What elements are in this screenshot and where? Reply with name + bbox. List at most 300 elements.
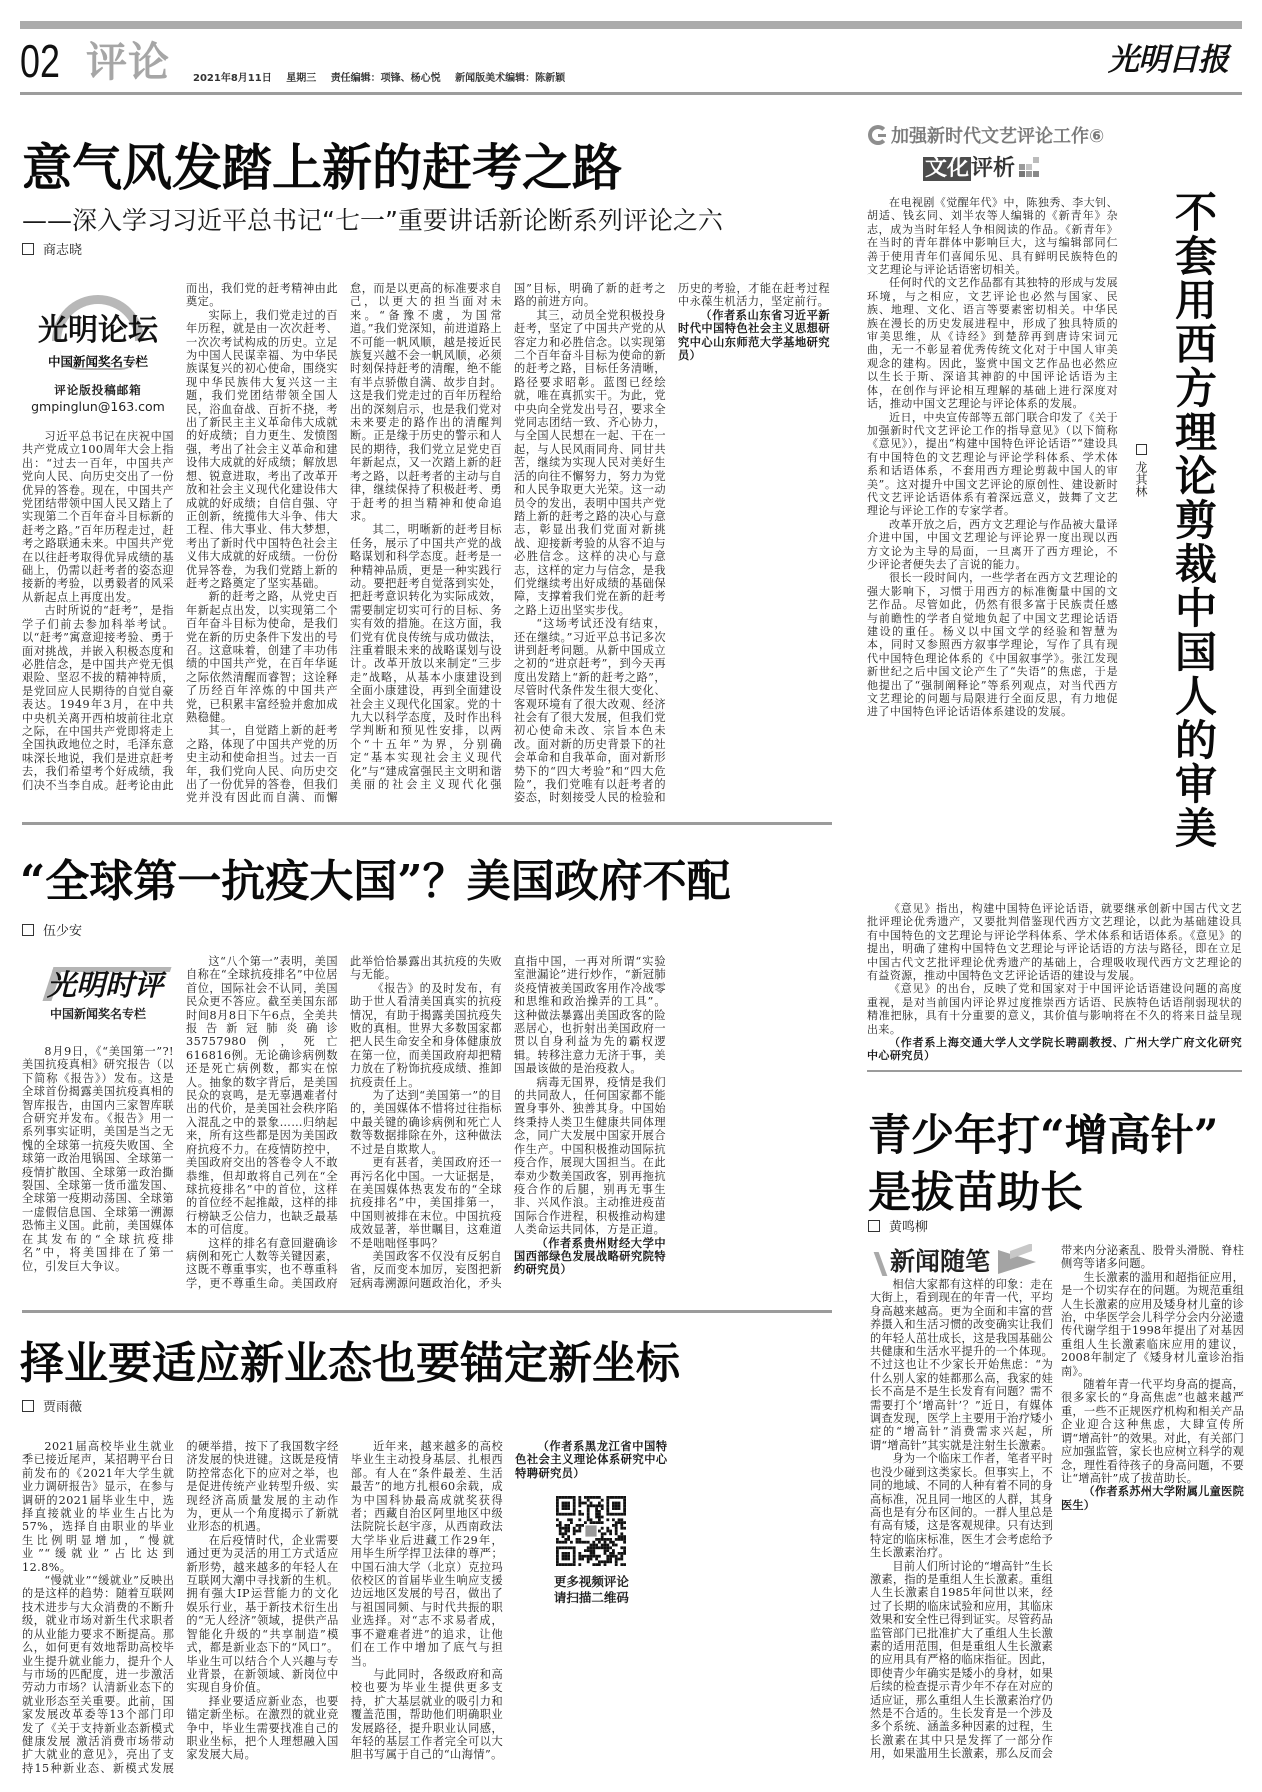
- paragraph: 生长激素的滥用和超指征应用，是一个切实存在的问题。为规范重组人生长激素的应用及矮身材儿童的诊治，中华医学会儿科学分会内分泌遗传代谢学组于1998年提出了对基因重组人生长激素临床应用的建议，2008年制定了《矮身材儿童诊治指南》。: [1061, 1270, 1244, 1378]
- paragraph-list: [22, 1440, 503, 1786]
- qr-module: [573, 1533, 576, 1536]
- article-headline-vertical: 不套用西方理论剪裁中国人的审美: [1169, 190, 1218, 850]
- qr-module: [568, 1513, 571, 1516]
- qr-module: [593, 1547, 596, 1550]
- qr-module: [568, 1519, 571, 1522]
- qr-module: [568, 1496, 571, 1499]
- qr-module: [596, 1563, 599, 1566]
- article-body: [870, 1244, 1244, 1786]
- qr-module: [621, 1521, 624, 1524]
- qr-module: [607, 1513, 610, 1516]
- qr-code: [556, 1496, 626, 1566]
- qr-module: [573, 1502, 576, 1505]
- paragraph: 其三，动员全党积极投身赶考，坚定了中国共产党的从容定力和必胜信念。以实现第二个百年奋斗目标为使命的新的赶考之路，目标任务清晰，路径要求昭彰。蓝图已经绘就，唯在真抓实干。为此，党中央向全党发出号召，要求全党同志团结一致、齐心协力，与全国人民想在一起、干在一起，与人民风雨同舟、同甘共苦，继续为实现人民对美好生活的向往不懈努力，努力为党和人民争取更大光荣。这一动员令的发出，表明中国共产党踏上新的赶考之路的决心与意志，彰显出我们党面对新挑战、迎接新考验的从容不迫与必胜信念。这样的决心与意志，这样的定力与信念，是我们党继续考出好成绩的基础保障，支撑着我们党在新的赶考之路上迈出坚实步伐。: [514, 308, 666, 617]
- byline: [22, 924, 82, 940]
- qr-module: [579, 1527, 582, 1530]
- qr-module: [621, 1555, 624, 1558]
- qr-module: [621, 1538, 624, 1541]
- qr-module: [624, 1502, 627, 1505]
- qr-module: [590, 1505, 593, 1508]
- qr-module: [579, 1552, 582, 1555]
- qr-module: [615, 1538, 618, 1541]
- paragraph-list: [867, 902, 1242, 1036]
- paragraph: 其二，明晰新的赶考目标任务，展示了中国共产党的战略谋划和科学态度。赶考是一种精神品质，更是一种实践行动。要把赶考自觉落到实处，把赶考意识转化为实际成效，需要制定切实可行的目标、务实有效的措施。在这方面，我们党有优良传统与成功做法，注重着眼未来的战略谋划与设计。改革开放以来制定“三步走”战略，从基本小康建设到全面小康建设，再到全面建设社会主义现代化国家。党的十九大以科学态度，及时作出科学判断和预见性安排，以两个“十五年”为界，分别确定“基本实现社会主义现代化”与“建成富强民主文明和谐美丽的社会主义现代化强国”目标，明确了新的赶考之路的前进方向。: [350, 282, 666, 792]
- qr-module: [598, 1519, 601, 1522]
- author-name: 贾雨薇: [43, 1400, 83, 1415]
- qr-module: [624, 1538, 627, 1541]
- guangming-g-logo-icon: [868, 125, 888, 145]
- qr-module: [562, 1563, 565, 1566]
- qr-module: [587, 1507, 590, 1510]
- qr-module: [615, 1563, 618, 1566]
- qr-module: [621, 1563, 624, 1566]
- qr-module: [604, 1544, 607, 1547]
- qr-module: [573, 1496, 576, 1499]
- qr-module: [573, 1558, 576, 1561]
- qr-module: [579, 1555, 582, 1558]
- qr-module: [568, 1502, 571, 1505]
- qr-module: [612, 1541, 615, 1544]
- qr-module: [596, 1558, 599, 1561]
- qr-module: [604, 1563, 607, 1566]
- article-body: [22, 282, 830, 809]
- article-headline: 意气风发踏上新的赶考之路: [22, 138, 622, 197]
- qr-module: [598, 1563, 601, 1566]
- qr-module: [601, 1544, 604, 1547]
- paragraph: 8月9日，《“美国第一”?! 美国抗疫真相》研究报告（以下简称《报告》）发布。这是全球首份揭露美国抗疫真相的智库报告，由国内三家智库联合研究并发布。《报告》用一系列事实证明，美国是当之无愧的全球第一抗疫失败国、全球第一政治甩锅国、全球第一疫情扩散国、全球第一政治撕裂国、全球第一货币滥发国、全球第一疫期动荡国、全球第一虚假信息国、全球第一溯源恐怖主义国。此前，美国媒体在其发布的“全球抗疫排名”中，将美国排在了第一位，引发巨大争议。: [22, 1045, 174, 1273]
- qr-module: [607, 1547, 610, 1550]
- qr-module: [598, 1561, 601, 1564]
- qr-module: [601, 1521, 604, 1524]
- paragraph: 任何时代的文艺作品都有其独特的形成与发展环境，与之相应，文艺评论也必然与国家、民族、地理、文化、语言等要素密切相关。中华民族在漫长的历史发展进程中，形成了独具特质的审美思维，从《诗经》到楚辞再到唐诗宋词元曲，无一不彰显着优秀传统文化对于中国人审美观念的建构。因此，鉴赏中国文艺作品也必然应以生长于斯、深谙其神韵的中国评论话语为主体，在创作与评论相互理解的基础上进行深度对话，推动中国文艺理论与评论体系的发展。: [867, 276, 1118, 411]
- section-title: 评论: [86, 38, 170, 86]
- qr-module: [621, 1524, 624, 1527]
- qr-module: [624, 1563, 627, 1566]
- qr-module: [562, 1527, 565, 1530]
- qr-module: [556, 1561, 559, 1564]
- header-top-bar: [20, 21, 1242, 29]
- qr-module: [562, 1547, 565, 1550]
- qr-caption-line-2: 请扫描二维码: [553, 1590, 629, 1606]
- author-credit: （作者系山东省习近平新时代中国特色社会主义思想研究中心山东师范大学基地研究员）: [678, 308, 830, 363]
- article-body-wide: [867, 902, 1242, 1062]
- article-headline: 择业要适应新业态也要锚定新坐标: [20, 1338, 680, 1389]
- qr-module: [582, 1524, 585, 1527]
- qr-module: [568, 1538, 571, 1541]
- qr-module: [601, 1499, 604, 1502]
- qr-module: [565, 1538, 568, 1541]
- qr-module: [576, 1541, 579, 1544]
- qr-module: [573, 1527, 576, 1530]
- author-credit: （作者系贵州财经大学中国西部绿色发展战略研究院特约研究员）: [514, 1236, 666, 1277]
- qr-module: [598, 1510, 601, 1513]
- paragraph: 近日，中央宣传部等五部门联合印发了《关于加强新时代文艺评论工作的指导意见》（以下简称《意见》），提出“构建中国特色评论话语”“建设具有中国特色的文艺理论与评论学科体系、学术体系和话语体系，不套用西方理论剪裁中国人的审美”。这对提升中国文艺评论的原创性、建设新时代文艺评论话语体系有着深远意义，鼓舞了文艺理论与评论工作的专家学者。: [867, 410, 1118, 518]
- qr-module: [601, 1507, 604, 1510]
- qr-module: [587, 1547, 590, 1550]
- qr-module: [584, 1541, 587, 1544]
- qr-module: [593, 1544, 596, 1547]
- qr-module: [615, 1513, 618, 1516]
- qr-module: [559, 1541, 562, 1544]
- qr-module: [615, 1533, 618, 1536]
- author-credit: （作者系上海交通大学人文学院长聘副教授、广州大学广府文化研究中心研究员）: [867, 1036, 1242, 1062]
- qr-module: [607, 1507, 610, 1510]
- qr-module: [596, 1516, 599, 1519]
- qr-module: [568, 1555, 571, 1558]
- qr-module: [573, 1561, 576, 1564]
- qr-module: [624, 1547, 627, 1550]
- author-name: 伍少安: [43, 924, 83, 939]
- qr-module: [618, 1502, 621, 1505]
- qr-module: [610, 1555, 613, 1558]
- qr-module: [565, 1541, 568, 1544]
- section-divider: [22, 822, 832, 825]
- article-body: [22, 955, 830, 1291]
- qr-module: [579, 1499, 582, 1502]
- qr-module: [624, 1513, 627, 1516]
- qr-module: [568, 1530, 571, 1533]
- issue-meta: [193, 73, 576, 85]
- qr-module: [568, 1535, 571, 1538]
- qr-module: [556, 1507, 559, 1510]
- submission-mailbox-label: 评论版投稿邮箱: [54, 383, 142, 397]
- qr-module: [573, 1499, 576, 1502]
- qr-module: [559, 1513, 562, 1516]
- qr-center-logo-icon: [586, 1526, 597, 1537]
- qr-module: [579, 1502, 582, 1505]
- article-body: [22, 1440, 832, 1786]
- qr-module: [610, 1561, 613, 1564]
- qr-module: [612, 1555, 615, 1558]
- qr-module: [598, 1505, 601, 1508]
- qr-module: [568, 1558, 571, 1561]
- qr-module: [584, 1496, 587, 1499]
- qr-module: [579, 1541, 582, 1544]
- qr-module: [601, 1527, 604, 1530]
- pixel-squares-icon: [1019, 156, 1043, 178]
- qr-module: [573, 1530, 576, 1533]
- header-rule: [20, 92, 1242, 95]
- qr-module: [556, 1496, 559, 1499]
- qr-module: [610, 1513, 613, 1516]
- qr-module: [556, 1538, 559, 1541]
- paragraph: 更有甚者，美国政府还一再污名化中国。一大证据是，在美国媒体热衷发布的“全球抗疫排名”中，美国排第一，中国则被排在末位。中国抗疫成效显著，举世瞩目，这难道不是咄咄怪事吗？: [350, 1156, 502, 1250]
- qr-module: [624, 1510, 627, 1513]
- qr-module: [590, 1547, 593, 1550]
- qr-module: [570, 1496, 573, 1499]
- paragraph: 新的赶考之路，从党史百年新起点出发，以实现第二个百年奋斗目标为使命，是我们党在新的历史条件下发出的号召。这意味着，创建了丰功伟绩的中国共产党，在百年华诞之际依然清醒而睿智；这诠释了历经百年淬炼的中国共产党，已积累丰富经验并愈加成熟稳健。: [186, 590, 338, 724]
- qr-module: [584, 1502, 587, 1505]
- qr-module: [573, 1507, 576, 1510]
- qr-module: [615, 1502, 618, 1505]
- qr-module: [624, 1507, 627, 1510]
- column-title: [923, 156, 1043, 180]
- qr-module: [601, 1505, 604, 1508]
- byline: [868, 1220, 928, 1236]
- qr-module: [556, 1513, 559, 1516]
- qr-module: [576, 1524, 579, 1527]
- qr-module: [607, 1561, 610, 1564]
- qr-module: [582, 1513, 585, 1516]
- qr-module: [562, 1558, 565, 1561]
- author-name: 商志晓: [43, 243, 83, 258]
- qr-module: [618, 1558, 621, 1561]
- qr-module: [615, 1558, 618, 1561]
- qr-module: [612, 1502, 615, 1505]
- news-essay-logo-title: 新闻随笔: [890, 1247, 991, 1276]
- qr-module: [587, 1513, 590, 1516]
- qr-module: [604, 1538, 607, 1541]
- qr-module: [590, 1519, 593, 1522]
- qr-module: [565, 1552, 568, 1555]
- qr-module: [598, 1496, 601, 1499]
- qr-module: [596, 1521, 599, 1524]
- qr-module: [624, 1527, 627, 1530]
- qr-module: [624, 1549, 627, 1552]
- qr-module: [579, 1519, 582, 1522]
- paragraph: 与此同时，各级政府和高校也要为毕业生提供更多支持，扩大基层就业的吸引力和覆盖范围，帮助他们明确职业发展路径，提升职业认同感，年轻的基层工作者完全可以大胆书写属于自己的“山海情”。: [350, 1667, 504, 1762]
- column-title-highlight: 文化: [925, 156, 970, 181]
- qr-module: [618, 1496, 621, 1499]
- paragraph: 美国政客不仅没有反躬自省，反而变本加厉，妄图把新冠病毒溯源问题政治化，矛头直指中国，一再对所谓“实验室泄漏论”进行炒作，“新冠肺炎疫情被美国政客用作冷战零和思维和政治操弄的工具”。这种做法暴露出美国政客的险恶居心，也折射出美国政府一贯以自身利益为先的霸权逻辑。转移注意力无济于事，美国最该做的是治疫救人。: [350, 955, 666, 1290]
- qr-module: [615, 1496, 618, 1499]
- qr-module: [593, 1521, 596, 1524]
- qr-module: [618, 1513, 621, 1516]
- article-headline: “全球第一抗疫大国”？美国政府不配: [20, 856, 731, 907]
- qr-module: [556, 1541, 559, 1544]
- qr-module: [559, 1563, 562, 1566]
- qr-module: [590, 1552, 593, 1555]
- masthead-logo: 光明日报: [1108, 42, 1228, 78]
- qr-module: [621, 1547, 624, 1550]
- qr-module: [596, 1538, 599, 1541]
- byline-box-icon: [1136, 444, 1147, 455]
- qr-module: [562, 1552, 565, 1555]
- qr-module: [565, 1530, 568, 1533]
- qr-module: [573, 1552, 576, 1555]
- qr-module: [618, 1552, 621, 1555]
- qr-module: [612, 1513, 615, 1516]
- qr-module: [556, 1510, 559, 1513]
- qr-module: [590, 1502, 593, 1505]
- qr-module: [624, 1535, 627, 1538]
- qr-module: [615, 1555, 618, 1558]
- qr-module: [610, 1538, 613, 1541]
- qr-module: [556, 1502, 559, 1505]
- paragraph: “慢就业”“缓就业”反映出的是这样的趋势：随着互联网技术进步与大众消费的不断升级，就业市场对新生代求职者的从业能力要求不断提高。那么，如何更有效地帮助高校毕业生提升就业能力，提升个人与市场的匹配度，进一步激活劳动力市场？认清新业态下的就业形态至关重要。此前，国家发展改革委等13个部门印发了《关于支持新业态新模式健康发展 激活消费市场带动扩大就业的意见》，亮出了支持15种新业态、新模式发展的硬举措，按下了我国数字经济发展的快进键。这既是疫情防控常态化下的应对之举，也是促进传统产业转型升级、实现经济高质量发展的主动作为，更从一个角度揭示了新就业形态的机遇。: [22, 1440, 339, 1775]
- qr-module: [610, 1530, 613, 1533]
- article-body-narrow: [867, 196, 1118, 900]
- qr-module: [587, 1499, 590, 1502]
- qr-module: [590, 1555, 593, 1558]
- qr-module: [584, 1549, 587, 1552]
- qr-module: [562, 1502, 565, 1505]
- qr-module: [570, 1521, 573, 1524]
- qr-module: [584, 1555, 587, 1558]
- byline: [22, 1400, 82, 1416]
- paragraph: 随着年青一代平均身高的提高，很多家长的“身高焦虑”也越来越严重，一些不正规医疗机构和相关产品企业迎合这种焦虑，大肆宣传所谓“增高针”的效果。对此，有关部门应加强监管，家长也应树立科学的观念，理性看待孩子的身高问题，不要让“增高针”成了拔苗助长。: [1061, 1378, 1244, 1485]
- qr-module: [612, 1507, 615, 1510]
- responsible-editors: 责任编辑：项锋、杨心悦: [330, 73, 441, 84]
- qr-module: [624, 1505, 627, 1508]
- qr-module: [604, 1561, 607, 1564]
- qr-module: [596, 1507, 599, 1510]
- qr-module: [618, 1538, 621, 1541]
- qr-module: [593, 1549, 596, 1552]
- byline: [22, 243, 82, 259]
- qr-module: [562, 1496, 565, 1499]
- qr-module: [587, 1496, 590, 1499]
- article-subtitle: ——深入学习习近平总书记“七一”重要讲话新论断系列评论之六: [22, 206, 723, 235]
- qr-module: [565, 1547, 568, 1550]
- qr-module: [610, 1558, 613, 1561]
- qr-module: [579, 1538, 582, 1541]
- paragraph: 身为一个临床工作者，笔者平时也没少碰到这类家长。但事实上，不同的地域、不同的人种有着不同的身高标准，况且同一地区的人群，其身高也是有分布区间的。一群人里总是有高有矮，这是客观规律。只有达到特定的临床标准，医生才会考虑给予生长激素治疗。: [870, 1452, 1053, 1560]
- qr-module: [598, 1521, 601, 1524]
- qr-module: [596, 1547, 599, 1550]
- qr-module: [565, 1527, 568, 1530]
- page-number: 02: [20, 35, 60, 87]
- qr-module: [624, 1496, 627, 1499]
- paragraph: 在电视剧《觉醒年代》中，陈独秀、李大钊、胡适、钱玄同、刘半农等人编辑的《新青年》杂志，成为当时年轻人争相阅读的作品。《新青年》在当时的青年群体中影响巨大，这与编辑部同仁善于使用青年们喜闻乐见、具有鲜明民族特色的文艺理论与评论话语密切相关。: [867, 196, 1118, 277]
- qr-module: [587, 1558, 590, 1561]
- qr-module: [576, 1530, 579, 1533]
- paragraph: 相信大家都有这样的印象：走在大街上，看到现在的年青一代，平均身高越来越高。更为全面和丰富的营养摄入和生活习惯的改变确实让我们的年轻人茁壮成长，这是我国基础公共健康和生活水平提升的一个体现。不过这也让不少家长开始焦虑：“为什么别人家的娃都那么高，我家的娃长不高是不是生长发育有问题？需不需要打个‘增高针’？”近日，有媒体调查发现，医学上主要用于治疗矮小症的“增高针”消费需求兴起，所谓“增高针”其实就是注射生长激素。: [870, 1278, 1053, 1452]
- qr-module: [556, 1547, 559, 1550]
- qr-module: [593, 1555, 596, 1558]
- qr-module: [565, 1496, 568, 1499]
- qr-module: [590, 1544, 593, 1547]
- qr-module: [624, 1541, 627, 1544]
- qr-module: [576, 1538, 579, 1541]
- byline-box-icon: [868, 1220, 880, 1232]
- qr-module: [618, 1505, 621, 1508]
- paragraph: 习近平总书记在庆祝中国共产党成立100周年大会上指出：“过去一百年，中国共产党向人民、向历史交出了一份优异的答卷。现在，中国共产党团结带领中国人民又踏上了实现第二个百年奋斗目标新的赶考之路。”百年历程走过，赶考之路联通未来。中国共产党在以往赶考取得优异成绩的基础上，仍需以赶考者的姿态迎接新的考验，以勇毅者的风采从新起点上再度出发。: [22, 430, 174, 604]
- paragraph: 病毒无国界，疫情是我们的共同敌人，任何国家都不能置身事外、独善其身。中国始终秉持人类卫生健康共同体理念，同广大发展中国家开展合作生产。中国积极推动国际抗疫合作，展现大国担当。在此奉劝少数美国政客，别再拖抗疫合作的后腿，别再无事生非、兴风作浪。主动推进疫苗国际合作进程，积极推动构建人类命运共同体，方是正道。: [514, 1075, 666, 1237]
- qr-module: [598, 1538, 601, 1541]
- qr-module: [579, 1530, 582, 1533]
- qr-module: [568, 1552, 571, 1555]
- qr-module: [579, 1563, 582, 1566]
- qr-module: [601, 1535, 604, 1538]
- headline-line-2: 是拔苗助长: [868, 1168, 1083, 1218]
- qr-module: [562, 1507, 565, 1510]
- qr-module: [618, 1521, 621, 1524]
- qr-module: [607, 1499, 610, 1502]
- qr-module: [607, 1544, 610, 1547]
- qr-module: [610, 1541, 613, 1544]
- qr-module: [584, 1521, 587, 1524]
- qr-module: [568, 1547, 571, 1550]
- qr-module: [598, 1541, 601, 1544]
- qr-module: [607, 1549, 610, 1552]
- qr-module: [624, 1521, 627, 1524]
- qr-module: [568, 1507, 571, 1510]
- qr-module: [582, 1502, 585, 1505]
- qr-module: [593, 1563, 596, 1566]
- qr-module: [621, 1558, 624, 1561]
- qr-module: [596, 1496, 599, 1499]
- news-essay-logo: [870, 1244, 1053, 1278]
- paragraph: 《意见》指出，构建中国特色评论话语，就要继承创新中国古代文艺批评理论优秀遗产，又要批判借鉴现代西方文艺理论，以此为基础建设具有中国特色的文艺理论与评论学科体系、学术体系和话语体系。《意见》的提出，明确了建构中国特色文艺理论与评论话语的方法与路径，即在立足中国古代文艺批评理论优秀遗产的基础上，合理吸收现代西方文艺理论的有益资源，推动中国特色文艺评论话语的建设与发展。: [867, 902, 1242, 983]
- issue-weekday: 星期三: [286, 73, 317, 84]
- qr-module: [601, 1561, 604, 1564]
- section-divider: [22, 1310, 832, 1313]
- qr-module: [556, 1563, 559, 1566]
- qr-module: [562, 1513, 565, 1516]
- author-credit: （作者系苏州大学附属儿童医院医生）: [1061, 1485, 1244, 1512]
- qr-module: [621, 1513, 624, 1516]
- qr-module: [556, 1552, 559, 1555]
- guangming-commentary-logo: [22, 955, 174, 1045]
- qr-module: [579, 1513, 582, 1516]
- qr-module: [570, 1541, 573, 1544]
- qr-module: [587, 1549, 590, 1552]
- issue-date: 2021年8月11日: [193, 73, 272, 84]
- qr-module: [596, 1513, 599, 1516]
- qr-module: [568, 1563, 571, 1566]
- qr-module: [612, 1519, 615, 1522]
- qr-module: [596, 1544, 599, 1547]
- qr-module: [607, 1496, 610, 1499]
- qr-module: [610, 1533, 613, 1536]
- paragraph: 在后疫情时代，企业需要通过更为灵活的用工方式适应新形势，越来越多的年轻人在互联网大潮中寻找新的生机。拥有强大IP运营能力的文化娱乐行业，基于新技术衍生出的“无人经济”领域，提供产品智能化升级的“共享制造”模式，都是新业态下的“风口”。毕业生可以结合个人兴趣与专业背景，在新领域、新岗位中实现自身价值。: [186, 1533, 339, 1695]
- forum-logo-subtitle: 中国新闻奖名专栏: [47, 354, 148, 369]
- qr-module: [612, 1524, 615, 1527]
- paragraph-list: [870, 1244, 1244, 1786]
- paragraph: 这样的排名有意回避确诊病例和死亡人数等关键因素，这既不尊重事实，也不尊重科学，更不尊重生命。美国政府此举恰恰暴露出其抗疫的失败与无能。: [186, 955, 502, 1290]
- qr-module: [601, 1538, 604, 1541]
- qr-module: [587, 1561, 590, 1564]
- qr-module: [573, 1563, 576, 1566]
- qr-caption-line-1: 更多视频评论: [553, 1574, 629, 1590]
- qr-module: [556, 1558, 559, 1561]
- qr-module: [624, 1499, 627, 1502]
- qr-module: [570, 1547, 573, 1550]
- paragraph: 为了达到“美国第一”的目的，美国媒体不惜将过往指标中最关键的确诊病例和死亡人数等数据排除在外，这种做法不过是自欺欺人。: [350, 1089, 502, 1156]
- qr-module: [582, 1541, 585, 1544]
- author-name: 龙其林: [1134, 461, 1148, 497]
- author-name: 黄鸣柳: [889, 1220, 929, 1235]
- paragraph: 目前人们所讨论的“增高针”生长激素，指的是重组人生长激素。重组人生长激素自1985年问世以来，经过了长期的临床试验和应用，其临床效果和安全性已得到证实。尽管药品监管部门已批准扩大了重组人生长激素的适用范围，但是重组人生长激素的应用具有严格的临床指征。因此，即使青少年确实是矮小的身材，如果后续的检查提示青少年不存在对应的适应证，那么重组人生长激素治疗仍然是不合适的。生长发育是一个涉及多个系统、涵盖多种因素的过程，生长激素在其中只是发挥了一部分作用，如果滥用生长激素，那么反而会带来内分泌紊乱、股骨头滑脱、脊柱侧弯等诸多问题。: [870, 1244, 1244, 1761]
- commentary-logo-subtitle: 中国新闻奖名专栏: [49, 1007, 146, 1021]
- byline-box-icon: [22, 1400, 34, 1412]
- qr-module: [590, 1558, 593, 1561]
- qr-module: [565, 1524, 568, 1527]
- qr-module: [596, 1510, 599, 1513]
- guangming-forum-logo: [22, 282, 174, 430]
- qr-module: [610, 1547, 613, 1550]
- qr-module: [596, 1505, 599, 1508]
- qr-module: [607, 1530, 610, 1533]
- qr-module: [570, 1563, 573, 1566]
- qr-module: [565, 1513, 568, 1516]
- qr-module: [556, 1549, 559, 1552]
- qr-module: [573, 1513, 576, 1516]
- qr-module: [579, 1558, 582, 1561]
- column-title-rest: 评析: [971, 156, 1016, 181]
- qr-module: [612, 1496, 615, 1499]
- qr-module: [587, 1510, 590, 1513]
- qr-module: [556, 1505, 559, 1508]
- qr-module: [559, 1521, 562, 1524]
- qr-module: [573, 1547, 576, 1550]
- paragraph: 很长一段时间内，一些学者在西方文艺理论的强大影响下，习惯于用西方的标准衡量中国的文艺作品。尽管如此，仍然有很多富于民族责任感与前瞻性的学者自觉地负起了中国文艺理论话语建设的重任。杨义以中国文学的经验和智慧为本，同时又参照西方叙事学理论，写作了具有现代中国特色理论体系的《中国叙事学》。张江发现新世纪之后中国文论产生了“失语”的焦虑，于是他提出了“强制阐释论”等系列观点，对当代西方文艺理论的问题与局限进行全面反思，有力地促进了中国特色评论话语体系建设的发展。: [867, 571, 1118, 719]
- qr-module: [565, 1502, 568, 1505]
- byline-vertical: [1134, 444, 1148, 497]
- qr-module: [590, 1521, 593, 1524]
- qr-module: [593, 1552, 596, 1555]
